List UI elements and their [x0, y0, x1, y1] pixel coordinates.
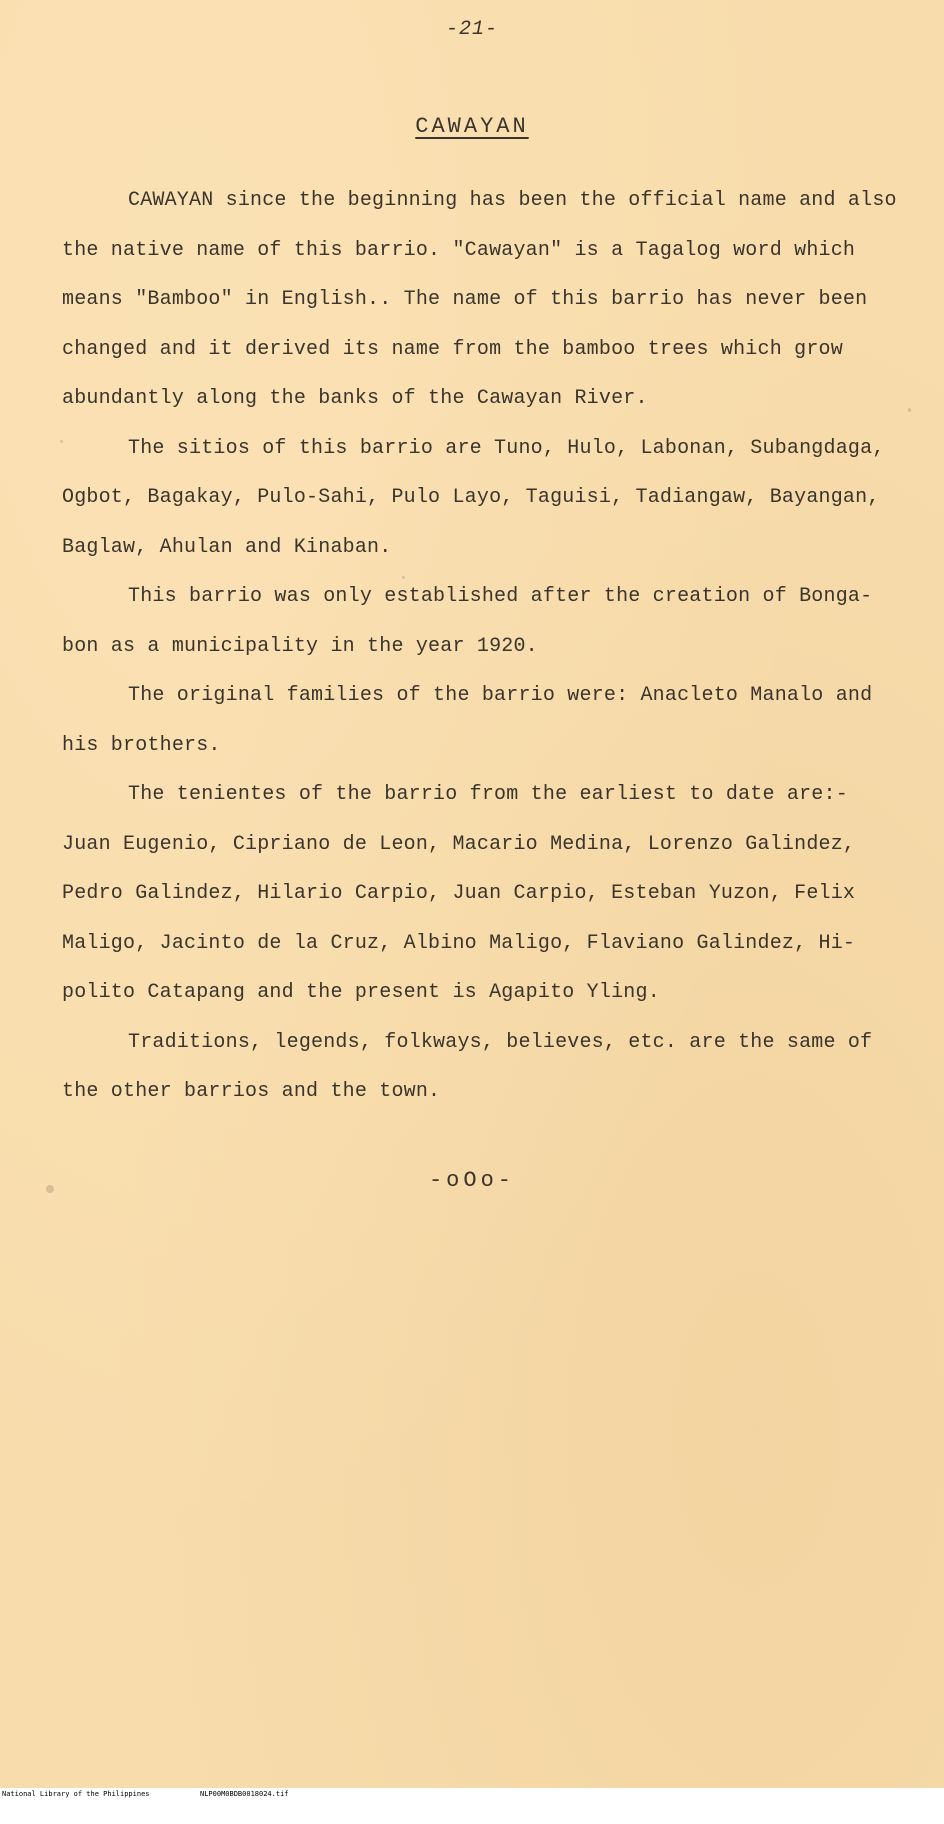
- library-credit: National Library of the Philippines: [2, 1790, 150, 1798]
- paragraph-name-origin: CAWAYAN since the beginning has been the official name and also the native name of this barrio. "Cawayan" is a Tagalog word which means "Bamboo" in English.. The name of this barrio has never been changed and it derived its name from the bamboo trees which grow abundantly along the banks of the Cawayan River.: [62, 189, 897, 410]
- end-mark-text: -oOo-: [428, 1168, 515, 1193]
- paragraph-establishment: This barrio was only established after the creation of Bonga-bon as a municipality in the year 1920.: [62, 585, 873, 658]
- document-body: [62, 176, 902, 1117]
- scan-footer: [0, 1788, 944, 1800]
- paragraph-tenientes: The tenientes of the barrio from the earliest to date are:- Juan Eugenio, Cipriano de Leon, Macario Medina, Lorenzo Galindez, Pedro Galindez, Hilario Carpio, Juan Carpio, Esteban Yuzon, Felix Maligo, Jacinto de la Cruz, Albino Maligo, Flaviano Galindez, Hi-polito Catapang and the present is Agapito Yling.: [62, 783, 856, 1004]
- ink-speck: [46, 1185, 54, 1193]
- page-number: -21-: [445, 18, 498, 41]
- ink-speck: [60, 440, 63, 443]
- paragraph-traditions: Traditions, legends, folkways, believes, etc. are the same of the other barrios and the town.: [62, 1030, 873, 1103]
- ink-speck: [402, 576, 405, 579]
- paragraph-original-families: The original families of the barrio were: Anacleto Manalo and his brothers.: [62, 684, 873, 757]
- document-title: CAWAYAN: [415, 114, 529, 139]
- scan-file-name: NLP00M0BDB0018024.tif: [200, 1790, 289, 1798]
- paragraph-sitios: The sitios of this barrio are Tuno, Hulo, Labonan, Subangdaga, Ogbot, Bagakay, Pulo-Sahi, Pulo Layo, Taguisi, Tadiangaw, Bayangan, Baglaw, Ahulan and Kinaban.: [62, 436, 885, 559]
- end-mark: [0, 1168, 944, 1193]
- ink-speck: [908, 408, 911, 412]
